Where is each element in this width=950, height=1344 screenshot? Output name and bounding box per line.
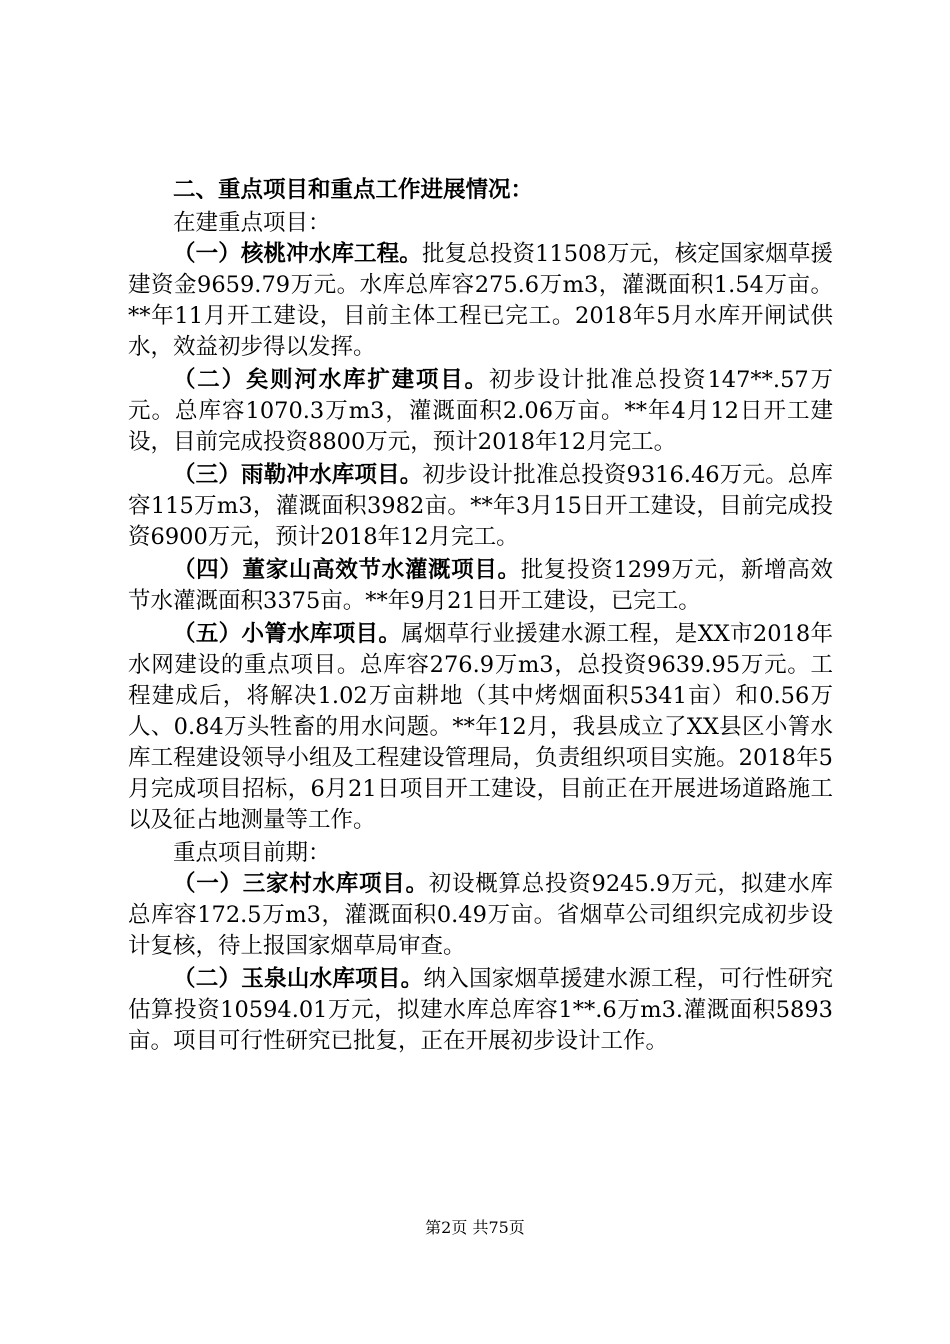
- project-item: [128, 964, 833, 1057]
- project-title: （二）玉泉山水库项目。: [173, 966, 424, 992]
- page-footer: 第2页 共75页: [425, 1218, 525, 1237]
- project-item: [128, 555, 833, 617]
- project-item: [128, 239, 833, 363]
- project-text: 初步设计批准总投资147**.57万元。总库容1070.3万m3，灌溉面积2.06万亩。**年4月12日开工建设，目前完成投资8800万元，预计2018年12月完工。: [128, 367, 833, 455]
- project-title: （一）三家村水库项目。: [173, 871, 429, 897]
- project-title: （一）核桃冲水库工程。: [173, 241, 422, 267]
- project-text: 初设概算总投资9245.9万元，拟建水库总库容172.5万m3，灌溉面积0.49万亩。省烟草公司组织完成初步设计复核，待上报国家烟草局审查。: [128, 871, 833, 959]
- group-label-preliminary: 重点项目前期：: [173, 840, 331, 866]
- project-text: 批复投资1299万元，新增高效节水灌溉面积3375亩。**年9月21日开工建设，已完工。: [128, 557, 833, 614]
- project-text: 批复总投资11508万元，核定国家烟草援建资金9659.79万元。水库总库容275.6万m3，灌溉面积1.54万亩。**年11月开工建设，目前主体工程已完工。2018年5月水库开闸试供水，效益初步得以发挥。: [128, 241, 833, 360]
- project-title: （四）董家山高效节水灌溉项目。: [173, 557, 521, 583]
- project-text: 属烟草行业援建水源工程，是XX市2018年水网建设的重点项目。总库容276.9万m3，总投资9639.95万元。工程建成后，将解决1.02万亩耕地（其中烤烟面积5341亩）和0.56万人、0.84万头牲畜的用水问题。**年12月，我县成立了XX县区小箐水库工程建设领导小组及工程建设管理局，负责组织项目实施。2018年5月完成项目招标，6月21日项目开工建设，目前正在开展进场道路施工以及征占地测量等工作。: [128, 621, 833, 833]
- document-body: [128, 175, 833, 1059]
- project-text: 纳入国家烟草援建水源工程，可行性研究估算投资10594.01万元，拟建水库总库容1**.6万m3.灌溉面积5893亩。项目可行性研究已批复，正在开展初步设计工作。: [128, 966, 833, 1054]
- project-text: 初步设计批准总投资9316.46万元。总库容115万m3，灌溉面积3982亩。**年3月15日开工建设，目前完成投资6900万元，预计2018年12月完工。: [128, 462, 833, 550]
- project-title: （五）小箐水库项目。: [173, 621, 402, 647]
- project-item: [128, 460, 833, 553]
- project-title: （三）雨勒冲水库项目。: [173, 462, 423, 488]
- project-item: [128, 869, 833, 962]
- project-item: [128, 619, 833, 836]
- group-label-under-construction: 在建重点项目：: [173, 210, 331, 236]
- project-title: （二）矣则河水库扩建项目。: [173, 367, 489, 393]
- project-item: [128, 365, 833, 458]
- section-heading: 二、重点项目和重点工作进展情况：: [173, 177, 534, 203]
